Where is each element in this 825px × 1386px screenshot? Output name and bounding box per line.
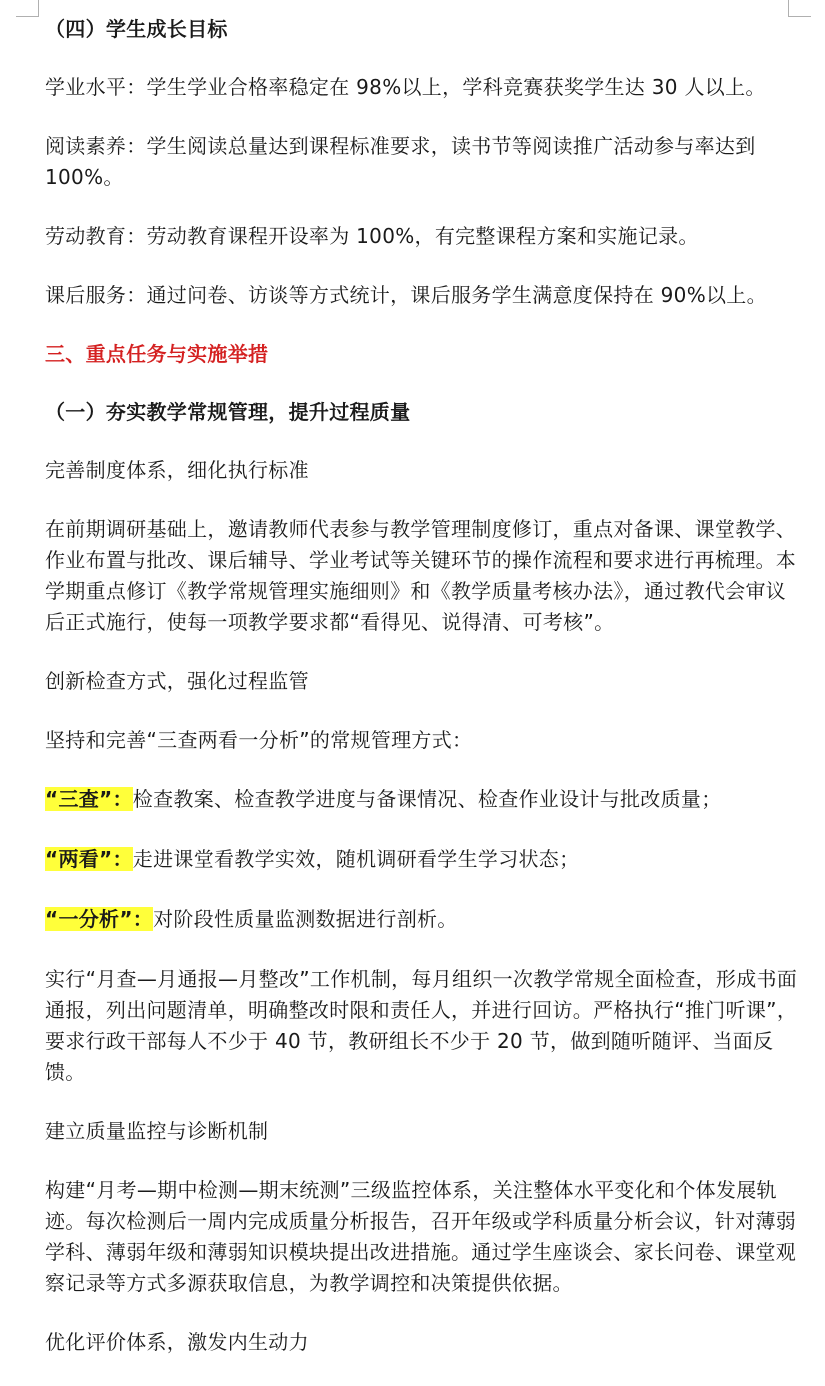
item1-title: 完善制度体系，细化执行标准 (45, 458, 309, 482)
item2-intro: 坚持和完善“三查两看一分析”的常规管理方式： (45, 728, 473, 752)
highlighted-label: “三查”： (45, 787, 133, 811)
subsection-one-title: （一）夯实教学常规管理，提升过程质量 (45, 400, 411, 424)
goal-label: 学业水平： (45, 75, 147, 99)
highlighted-label: “一分析”： (45, 907, 154, 931)
check-text: 对阶段性质量监测数据进行剖析。 (153, 907, 458, 931)
item1-body: 在前期调研基础上，邀请教师代表参与教学管理制度修订，重点对备课、课堂教学、作业布置与批改、课后辅导、学业考试等关键环节的操作流程和要求进行再梳理。本学期重点修订《教学常规管理实施细则》和《教学质量考核办法》，通过教代会审议后正式施行，使每一项教学要求都“看得见、说得清、可考核”。 (45, 517, 797, 634)
goal-text: 学生阅读总量达到课程标准要求，读书节等阅读推广活动参与率达到100%。 (45, 134, 756, 189)
item3-title: 建立质量监控与诊断机制 (45, 1119, 269, 1143)
item3-body: 构建“月考—期中检测—期末统测”三级监控体系，关注整体水平变化和个体发展轨迹。每次检测后一周内完成质量分析报告，召开年级或学科质量分析会议，针对薄弱学科、薄弱年级和薄弱知识模块提出改进措施。通过学生座谈会、家长问卷、课堂观察记录等方式多源获取信息，为教学调控和决策提供依据。 (45, 1178, 797, 1295)
goal-label: 课后服务： (45, 283, 147, 307)
check-text: 走进课堂看教学实效，随机调研看学生学习状态； (132, 847, 580, 871)
goal-academic (45, 72, 805, 103)
goal-reading (45, 131, 805, 193)
goal-labor (45, 221, 805, 252)
goal-label: 阅读素养： (45, 134, 147, 158)
highlighted-label: “两看”： (45, 847, 133, 871)
check-one (45, 904, 805, 935)
goal-text: 学生学业合格率稳定在 98%以上，学科竞赛获奖学生达 30 人以上。 (146, 75, 766, 99)
item4-title: 优化评价体系，激发内生动力 (45, 1330, 309, 1354)
goal-text: 劳动教育课程开设率为 100%，有完整课程方案和实施记录。 (146, 224, 699, 248)
check-two (45, 844, 805, 875)
document-body (45, 14, 805, 1386)
item2-body: 实行“月查—月通报—月整改”工作机制，每月组织一次教学常规全面检查，形成书面通报，列出问题清单，明确整改时限和责任人，并进行回访。严格执行“推门听课”，要求行政干部每人不少于 40 节，教研组长不少于 20 节，做到随听随评、当面反馈。 (45, 967, 798, 1084)
goal-after-school (45, 280, 805, 311)
goal-text: 通过问卷、访谈等方式统计，课后服务学生满意度保持在 90%以上。 (146, 283, 767, 307)
item2-title: 创新检查方式，强化过程监管 (45, 669, 309, 693)
section-four-title: （四）学生成长目标 (45, 17, 228, 41)
check-text: 检查教案、检查教学进度与备课情况、检查作业设计与批改质量； (132, 787, 722, 811)
check-three (45, 784, 805, 815)
crop-mark-top-left (16, 0, 39, 17)
goal-label: 劳动教育： (45, 224, 147, 248)
part-three-heading: 三、重点任务与实施举措 (45, 342, 269, 366)
